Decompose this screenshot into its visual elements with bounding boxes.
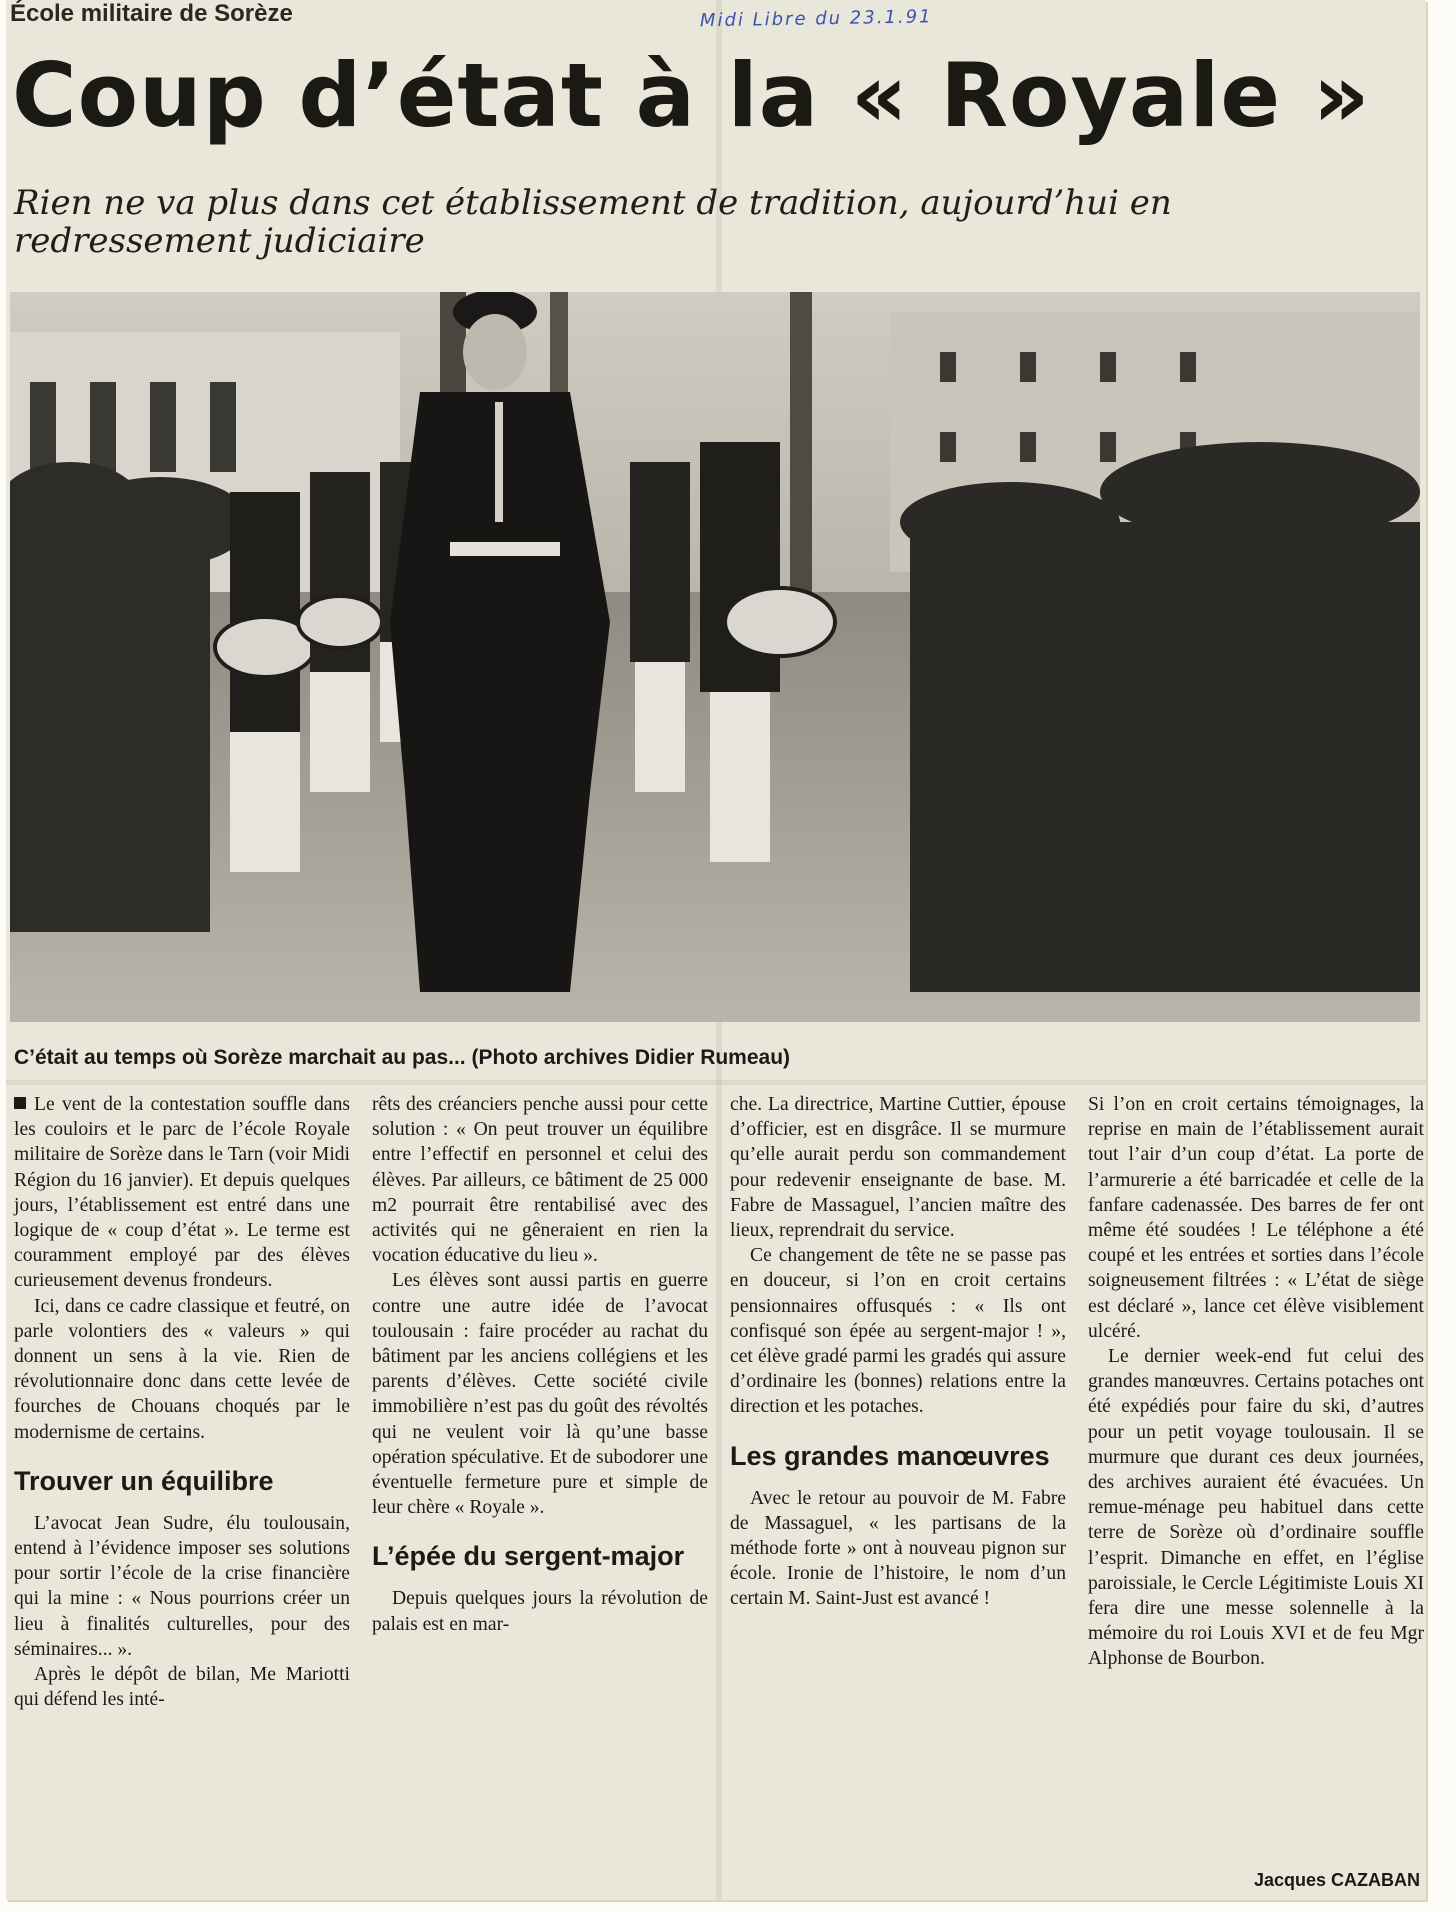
- subheading: L’épée du sergent-major: [372, 1541, 685, 1572]
- paragraph: Ici, dans ce cadre classique et feutré, on parle volontiers des « valeurs » qui donnent un sens à la vie. Rien de révolutionnaire donc dans cette levée de fourches de Chouans choqués par le modernisme de certains.: [14, 1295, 350, 1443]
- paragraph-text: Le vent de la contestation souffle dans les couloirs et le parc de l’école Royale militaire de Sorèze dans le Tarn (voir Midi Région du 16 janvier). Et depuis quelques jours, l’établissement est entré dans une logique de « coup d’état ». Le terme est couramment employé par des élèves curieusement devenus frondeurs.: [14, 1094, 350, 1292]
- subheading: Trouver un équilibre: [14, 1465, 274, 1496]
- paragraph: Depuis quelques jours la révolution de palais est en mar-: [372, 1588, 708, 1635]
- paragraph: Avec le retour au pouvoir de M. Fabre de Massaguel, « les partisans de la méthode forte » ont à nouveau pignon sur école. Ironie de l’histoire, le nom d’un certain M. Saint-Just est avancé !: [730, 1487, 1066, 1610]
- author-byline: Jacques CAZABAN: [1253, 1870, 1420, 1890]
- paragraph: L’avocat Jean Sudre, élu toulousain, entend à l’évidence imposer ses solutions pour sortir l’école de la crise financière qui la mine : « Nous pourrions créer un lieu à finalités culturelles, pour des séminaires... ».: [14, 1512, 350, 1660]
- paragraph: Après le dépôt de bilan, Me Mariotti qui défend les inté-: [14, 1664, 350, 1711]
- section-tag: École militaire de Sorèze: [10, 0, 293, 26]
- bullet-square-icon: [14, 1097, 26, 1109]
- handwritten-date-note: Midi Libre du 23.1.91: [699, 6, 933, 32]
- paragraph: Les élèves sont aussi partis en guerre contre une autre idée de l’avocat toulousain : faire procéder au rachat du bâtiment par les anciens collégiens et les parents d’élèves. Cette société civile immobilière n’est pas du goût des révoltés qui ne veulent voir là qu’une basse opération spéculative. Et de subodorer une éventuelle fermeture pure et simple de leur chère « Royale ».: [372, 1270, 708, 1519]
- paragraph: Ce changement de tête ne se passe pas en douceur, si l’on en croit certains pensionnaires offusqués : « Ils ont confisqué son épée au sergent-major ! », cet élève gradé parmi les gradés qui assure d’ordinaire les (bonnes) relations entre la direction et les potaches.: [730, 1245, 1066, 1418]
- article-column-2: [372, 1092, 708, 1637]
- parade-photo: [10, 292, 1420, 1022]
- headline: Coup d’état à la « Royale »: [12, 44, 1371, 147]
- paragraph: rêts des créanciers penche aussi pour cette solution : « On peut trouver un équilibre entre l’effectif en personnel et celui des élèves. Par ailleurs, ce bâtiment de 25 000 m2 pourrait être rentabilisé avec des activités qui ne gêneraient en rien la vocation éducative du lieu ».: [372, 1094, 708, 1267]
- article-column-1: [14, 1092, 350, 1712]
- subheading: Les grandes manœuvres: [730, 1440, 1050, 1471]
- subheadline: Rien ne va plus dans cet établissement de tradition, aujourd’hui en redressement judiciaire: [14, 183, 1172, 261]
- paragraph: che. La directrice, Martine Cuttier, épouse d’officier, est en disgrâce. Il se murmure qu’elle aurait perdu son commandement pour redevenir enseignante de base. M. Fabre de Massaguel, l’ancien maître des lieux, reprendrait du service.: [730, 1094, 1066, 1242]
- paragraph: Le dernier week-end fut celui des grandes manœuvres. Certains potaches ont été expédiés pour faire du ski, d’autres pour un petit voyage toulousain. Il se murmure que durant ces deux journées, des archives auraient été évacuées. Un remue-ménage peu habituel dans cette terre de Sorèze où d’ordinaire souffle l’esprit. Dimanche en effet, en l’église paroissiale, le Cercle Légitimiste Louis XI fera dire une messe solennelle à la mémoire du roi Louis XVI et de feu Mgr Alphonse de Bourbon.: [1088, 1346, 1424, 1670]
- photo-illustration: [10, 292, 1420, 1022]
- article-column-4: [1088, 1092, 1424, 1672]
- photo-caption: C’était au temps où Sorèze marchait au pas... (Photo archives Didier Rumeau): [14, 1046, 791, 1069]
- paragraph: Si l’on en croit certains témoignages, la reprise en main de l’établissement aurait tout l’air d’un coup d’état. La porte de l’armurerie a été barricadée et celle de la fanfare cadenassée. Des barres de fer ont même été soudées ! Le téléphone a été coupé et les entrées et sorties dans l’école soigneusement filtrées : « L’état de siège est déclaré », lance cet élève visiblement ulcéré.: [1088, 1094, 1424, 1342]
- article-column-3: [730, 1092, 1066, 1612]
- paragraph: [14, 1092, 350, 1294]
